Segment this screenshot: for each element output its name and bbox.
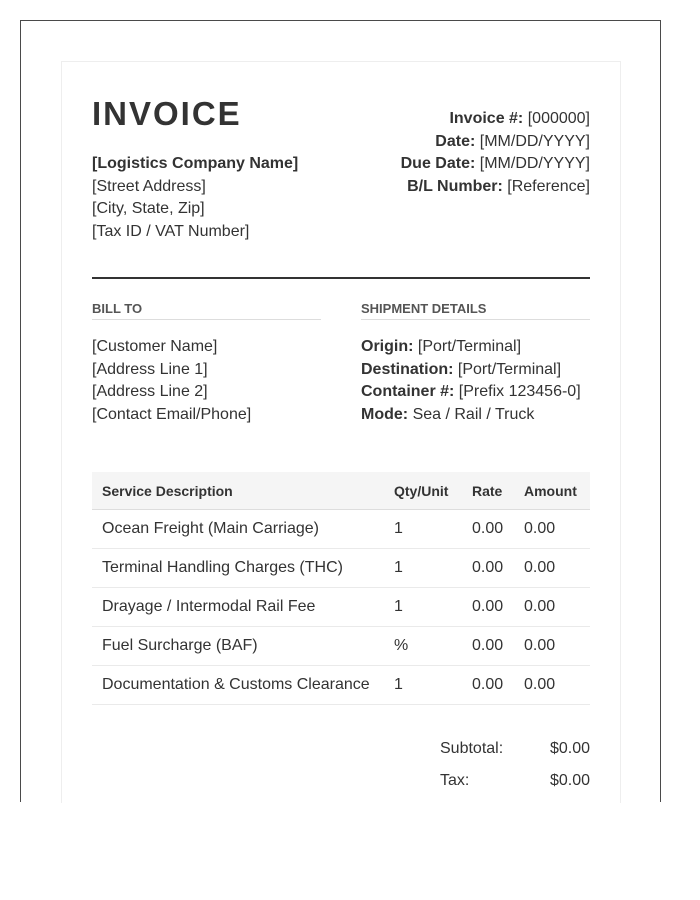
subtotal-value: $0.00 <box>549 740 590 757</box>
company-block <box>92 153 298 243</box>
column-header-rate: Rate <box>462 472 514 510</box>
tax-row <box>440 772 590 804</box>
bill-to-heading: BILL TO <box>92 301 321 320</box>
mode-value: Sea / Rail / Truck <box>412 405 535 423</box>
table-row <box>92 627 590 666</box>
bl-number-row <box>401 176 590 199</box>
company-tax-id: [Tax ID / VAT Number] <box>92 222 250 240</box>
service-qty: 1 <box>384 549 462 588</box>
invoice-number-value: [000000] <box>527 110 590 127</box>
service-rate: 0.00 <box>462 588 514 627</box>
service-description: Drayage / Intermodal Rail Fee <box>92 588 384 627</box>
service-qty: 1 <box>384 510 462 549</box>
container-label: Container #: <box>361 383 455 400</box>
date-value: [MM/DD/YYYY] <box>479 132 590 150</box>
shipment-details-heading: SHIPMENT DETAILS <box>361 301 590 320</box>
table-row <box>92 510 590 549</box>
address-line-1: [Address Line 1] <box>92 360 208 378</box>
company-name: [Logistics Company Name] <box>92 155 299 172</box>
mode-label: Mode: <box>361 405 409 423</box>
company-city: [City, State, Zip] <box>92 200 205 217</box>
column-header-description: Service Description <box>92 472 384 510</box>
invoice-number-row <box>401 108 590 131</box>
service-qty: 1 <box>384 588 462 627</box>
contact-info: [Contact Email/Phone] <box>92 405 252 423</box>
service-rate: 0.00 <box>462 666 514 705</box>
table-row <box>92 666 590 705</box>
bill-to-block <box>92 336 251 426</box>
subtotal-row <box>440 740 590 772</box>
line-items-table <box>92 472 590 705</box>
invoice-number-label: Invoice #: <box>449 110 524 127</box>
date-row <box>401 131 590 154</box>
table-row <box>92 549 590 588</box>
origin-value: [Port/Terminal] <box>417 338 522 355</box>
destination-row <box>361 359 581 382</box>
subtotal-label: Subtotal: <box>440 740 504 757</box>
service-rate: 0.00 <box>462 627 514 666</box>
invoice-meta <box>401 108 590 198</box>
tax-label: Tax: <box>440 772 470 789</box>
company-street: [Street Address] <box>92 177 206 195</box>
customer-name: [Customer Name] <box>92 338 218 355</box>
origin-label: Origin: <box>361 338 414 355</box>
destination-label: Destination: <box>361 360 454 378</box>
tax-value: $0.00 <box>549 772 590 789</box>
totals-block <box>440 740 590 804</box>
service-rate: 0.00 <box>462 549 514 588</box>
service-amount: 0.00 <box>514 666 590 705</box>
service-amount: 0.00 <box>514 588 590 627</box>
origin-row <box>361 336 581 359</box>
shipment-details-block <box>361 336 581 426</box>
service-rate: 0.00 <box>462 510 514 549</box>
bl-number-label: B/L Number: <box>407 177 503 195</box>
table-row <box>92 588 590 627</box>
service-description: Documentation & Customs Clearance <box>92 666 384 705</box>
date-label: Date: <box>435 132 476 150</box>
table-header-row <box>92 472 590 510</box>
service-description: Terminal Handling Charges (THC) <box>92 549 384 588</box>
container-row <box>361 381 581 404</box>
header-divider <box>92 277 590 279</box>
due-date-label: Due Date: <box>400 155 476 172</box>
service-description: Fuel Surcharge (BAF) <box>92 627 384 666</box>
service-qty: 1 <box>384 666 462 705</box>
column-header-qty: Qty/Unit <box>384 472 462 510</box>
service-amount: 0.00 <box>514 549 590 588</box>
destination-value: [Port/Terminal] <box>457 360 562 378</box>
due-date-value: [MM/DD/YYYY] <box>479 155 590 172</box>
due-date-row <box>401 153 590 176</box>
mode-row <box>361 404 581 427</box>
address-line-2: [Address Line 2] <box>92 383 208 400</box>
service-amount: 0.00 <box>514 510 590 549</box>
column-header-amount: Amount <box>514 472 590 510</box>
service-description: Ocean Freight (Main Carriage) <box>92 510 384 549</box>
service-qty: % <box>384 627 462 666</box>
invoice-title: INVOICE <box>92 95 242 132</box>
service-amount: 0.00 <box>514 627 590 666</box>
container-value: [Prefix 123456-0] <box>458 383 581 400</box>
bl-number-value: [Reference] <box>507 177 590 195</box>
